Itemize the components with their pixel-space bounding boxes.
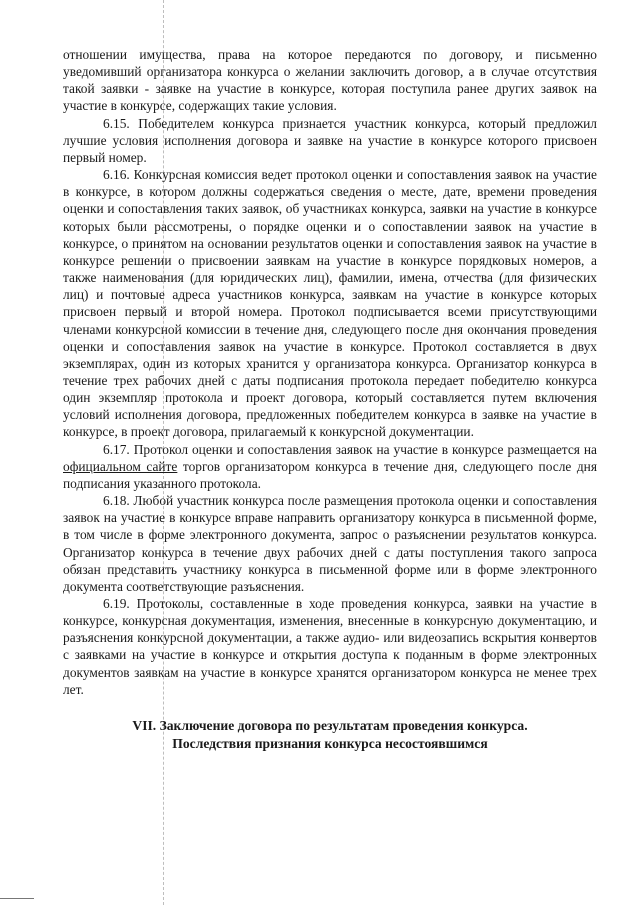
paragraph-6-16: 6.16. Конкурсная комиссия ведет протокол оценки и сопоставления заявок на участие в конкурсе, в котором должны содержаться сведения о месте, дате, времени проведения оценки и сопоставления таких заявок, об участниках конкурса, заявки на участие в конкурсе которых были рассмотрены, о порядке оценки и о сопоставлении заявок на участие в конкурсе, о принятом на основании результатов оценки и сопоставления заявок на участие в конкурсе решении о присвоении заявкам на участие в конкурсе порядковых номеров, а также наименования (для юридических лиц), фамилии, имена, отчества (для физических лиц) и почтовые адреса участников конкурса, заявкам на участие в конкурсе которых присвоен первый и второй номера. Протокол подписывается всеми присутствующими членами конкурсной комиссии в течение дня, следующего после дня окончания проведения оценки и сопоставления заявок на участие в конкурсе. Протокол составляется в двух экземплярах, один из которых хранится у организатора конкурса. Организатор конкурса в течение трех рабочих дней с даты подписания протокола передает победителю конкурса один экземпляр протокола и проект договора, который составляется путем включения условий исполнения договора, предложенных победителем конкурса в заявке на участие в конкурсе, в проект договора, прилагаемый к конкурсной документации. [63,167,597,440]
paragraph-continuation: отношении имущества, права на которое передаются по договору, и письменно уведомивший организатора конкурса о желании заключить договор, а в случае отсутствия такой заявки - заявке на участие в конкурсе, которая поступила ранее других заявок на участие в конкурсе, содержащих такие условия. [63,47,597,114]
paragraph-6-17 [63,441,597,492]
paragraph-6-15: 6.15. Победителем конкурса признается участник конкурса, который предложил лучшие условия исполнения договора и заявке на участие в конкурсе которого присвоен первый номер. [63,115,597,165]
official-site-link[interactable]: официальном сайте [63,458,178,474]
paragraph-6-17-text-start: 6.17. Протокол оценки и сопоставления заявок на участие в конкурсе размещается на [103,441,597,457]
paragraph-6-18: 6.18. Любой участник конкурса после размещения протокола оценки и сопоставления заявок на участие в конкурсе вправе направить организатору конкурса в письменной форме, в том числе в форме электронного документа, запрос о разъяснении результатов конкурса. Организатор конкурса в течение двух рабочих дней с даты поступления такого запроса обязан представить участнику конкурса в письменной форме или в форме электронного документа соответствующие разъяснения. [63,493,597,594]
scan-edge-mark [0,898,34,899]
section-heading-line-2: Последствия признания конкурса несостоявшимся [172,735,488,751]
section-heading [63,717,597,753]
document-body [63,46,597,753]
paragraph-6-19: 6.19. Протоколы, составленные в ходе проведения конкурса, заявки на участие в конкурсе, конкурсная документация, изменения, внесенные в конкурсную документацию, и разъяснения конкурсной документации, а также аудио- или видеозапись вскрытия конвертов с заявками на участие в конкурсе и открытия доступа к поданным в форме электронных документов заявкам на участие в конкурсе хранятся организатором конкурса не менее трех лет. [63,596,597,697]
section-heading-line-1: VII. Заключение договора по результатам проведения конкурса. [132,717,528,733]
paragraph-6-17-text-end: торгов организатором конкурса в течение дня, следующего после дня подписания указанного протокола. [63,458,597,491]
